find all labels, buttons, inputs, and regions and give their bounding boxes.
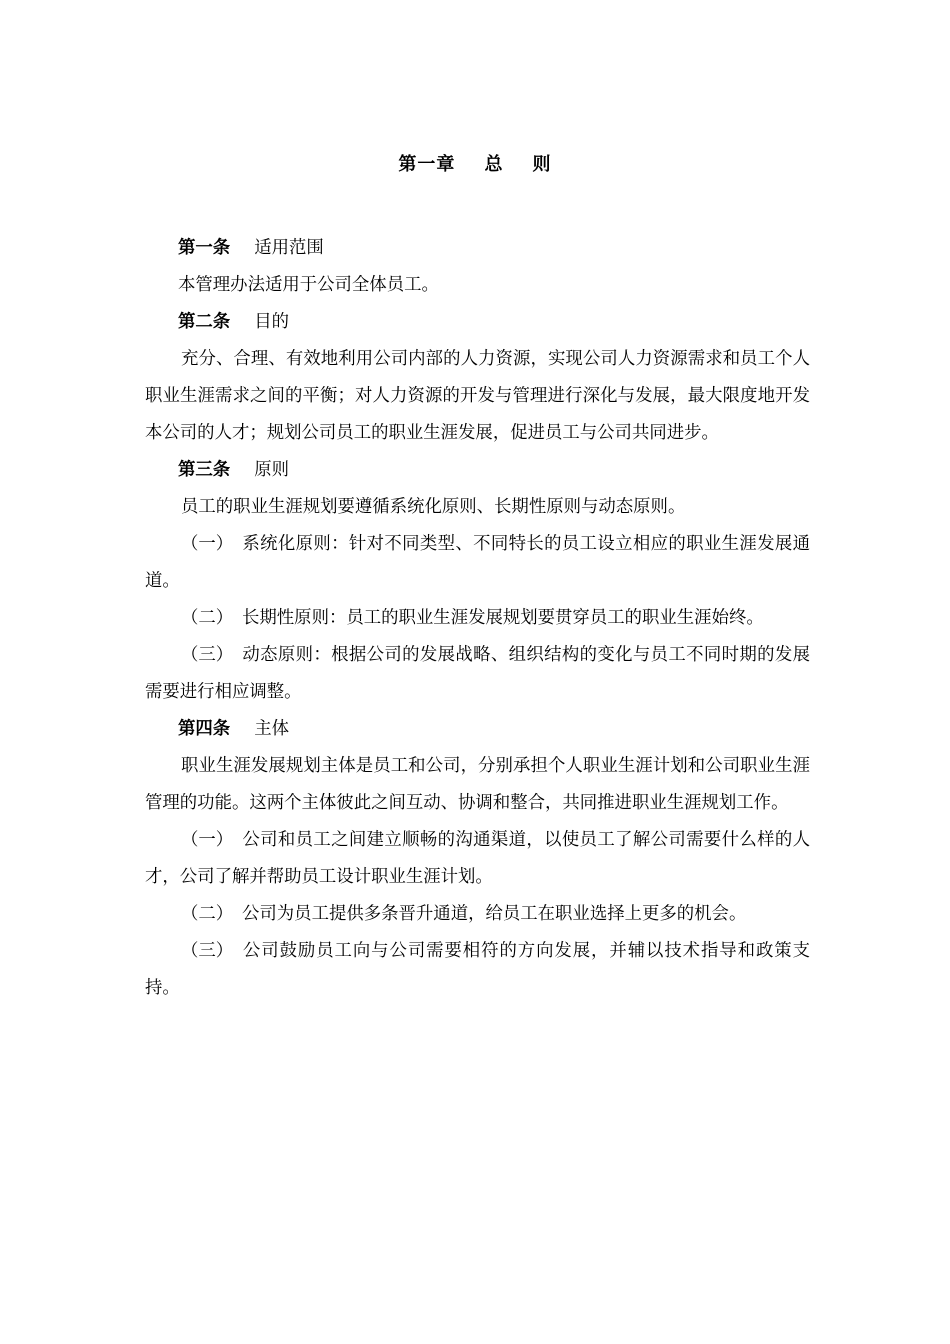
list-marker: （二） xyxy=(181,904,234,924)
article-heading xyxy=(145,452,810,489)
paragraph: 充分、合理、有效地利用公司内部的人力资源，实现公司人力资源需求和员工个人职业生涯需求之间的平衡；对人力资源的开发与管理进行深化与发展，最大限度地开发本公司的人才；规划公司员工的职业生涯发展，促进员工与公司共同进步。 xyxy=(145,349,810,443)
list-item xyxy=(145,637,810,711)
article-title: 原则 xyxy=(254,460,289,480)
article-heading xyxy=(145,230,810,267)
article-number: 第一条 xyxy=(178,238,231,258)
article-title: 目的 xyxy=(254,312,289,332)
list-item xyxy=(145,600,810,637)
article-number: 第四条 xyxy=(178,719,231,739)
document-body xyxy=(145,230,810,1007)
list-item-text: 系统化原则：针对不同类型、不同特长的员工设立相应的职业生涯发展通道。 xyxy=(145,534,810,591)
list-item xyxy=(145,822,810,896)
article-title: 适用范围 xyxy=(254,238,324,258)
list-marker: （三） xyxy=(181,941,234,961)
list-item-text: 公司为员工提供多条晋升通道，给员工在职业选择上更多的机会。 xyxy=(242,904,747,924)
article-number: 第三条 xyxy=(178,460,231,480)
paragraph: 员工的职业生涯规划要遵循系统化原则、长期性原则与动态原则。 xyxy=(181,497,686,517)
list-item-text: 公司和员工之间建立顺畅的沟通渠道，以使员工了解公司需要什么样的人才，公司了解并帮助员工设计职业生涯计划。 xyxy=(145,830,810,887)
list-item xyxy=(145,526,810,600)
list-marker: （三） xyxy=(181,645,234,665)
list-marker: （二） xyxy=(181,608,234,628)
list-item-text: 动态原则：根据公司的发展战略、组织结构的变化与员工不同时期的发展需要进行相应调整。 xyxy=(145,645,810,702)
article-number: 第二条 xyxy=(178,312,231,332)
paragraph: 职业生涯发展规划主体是员工和公司，分别承担个人职业生涯计划和公司职业生涯管理的功能。这两个主体彼此之间互动、协调和整合，共同推进职业生涯规划工作。 xyxy=(145,756,810,813)
list-item-text: 长期性原则：员工的职业生涯发展规划要贯穿员工的职业生涯始终。 xyxy=(242,608,764,628)
article-heading xyxy=(145,304,810,341)
list-item xyxy=(145,933,810,1007)
paragraph: 本管理办法适用于公司全体员工。 xyxy=(178,275,439,295)
article-title: 主体 xyxy=(254,719,289,739)
chapter-title: 第一章 总 则 xyxy=(398,154,552,175)
article-heading xyxy=(145,711,810,748)
list-item xyxy=(145,896,810,933)
list-marker: （一） xyxy=(181,830,234,850)
list-item-text: 公司鼓励员工向与公司需要相符的方向发展，并辅以技术指导和政策支持。 xyxy=(145,941,810,998)
list-marker: （一） xyxy=(181,534,234,554)
